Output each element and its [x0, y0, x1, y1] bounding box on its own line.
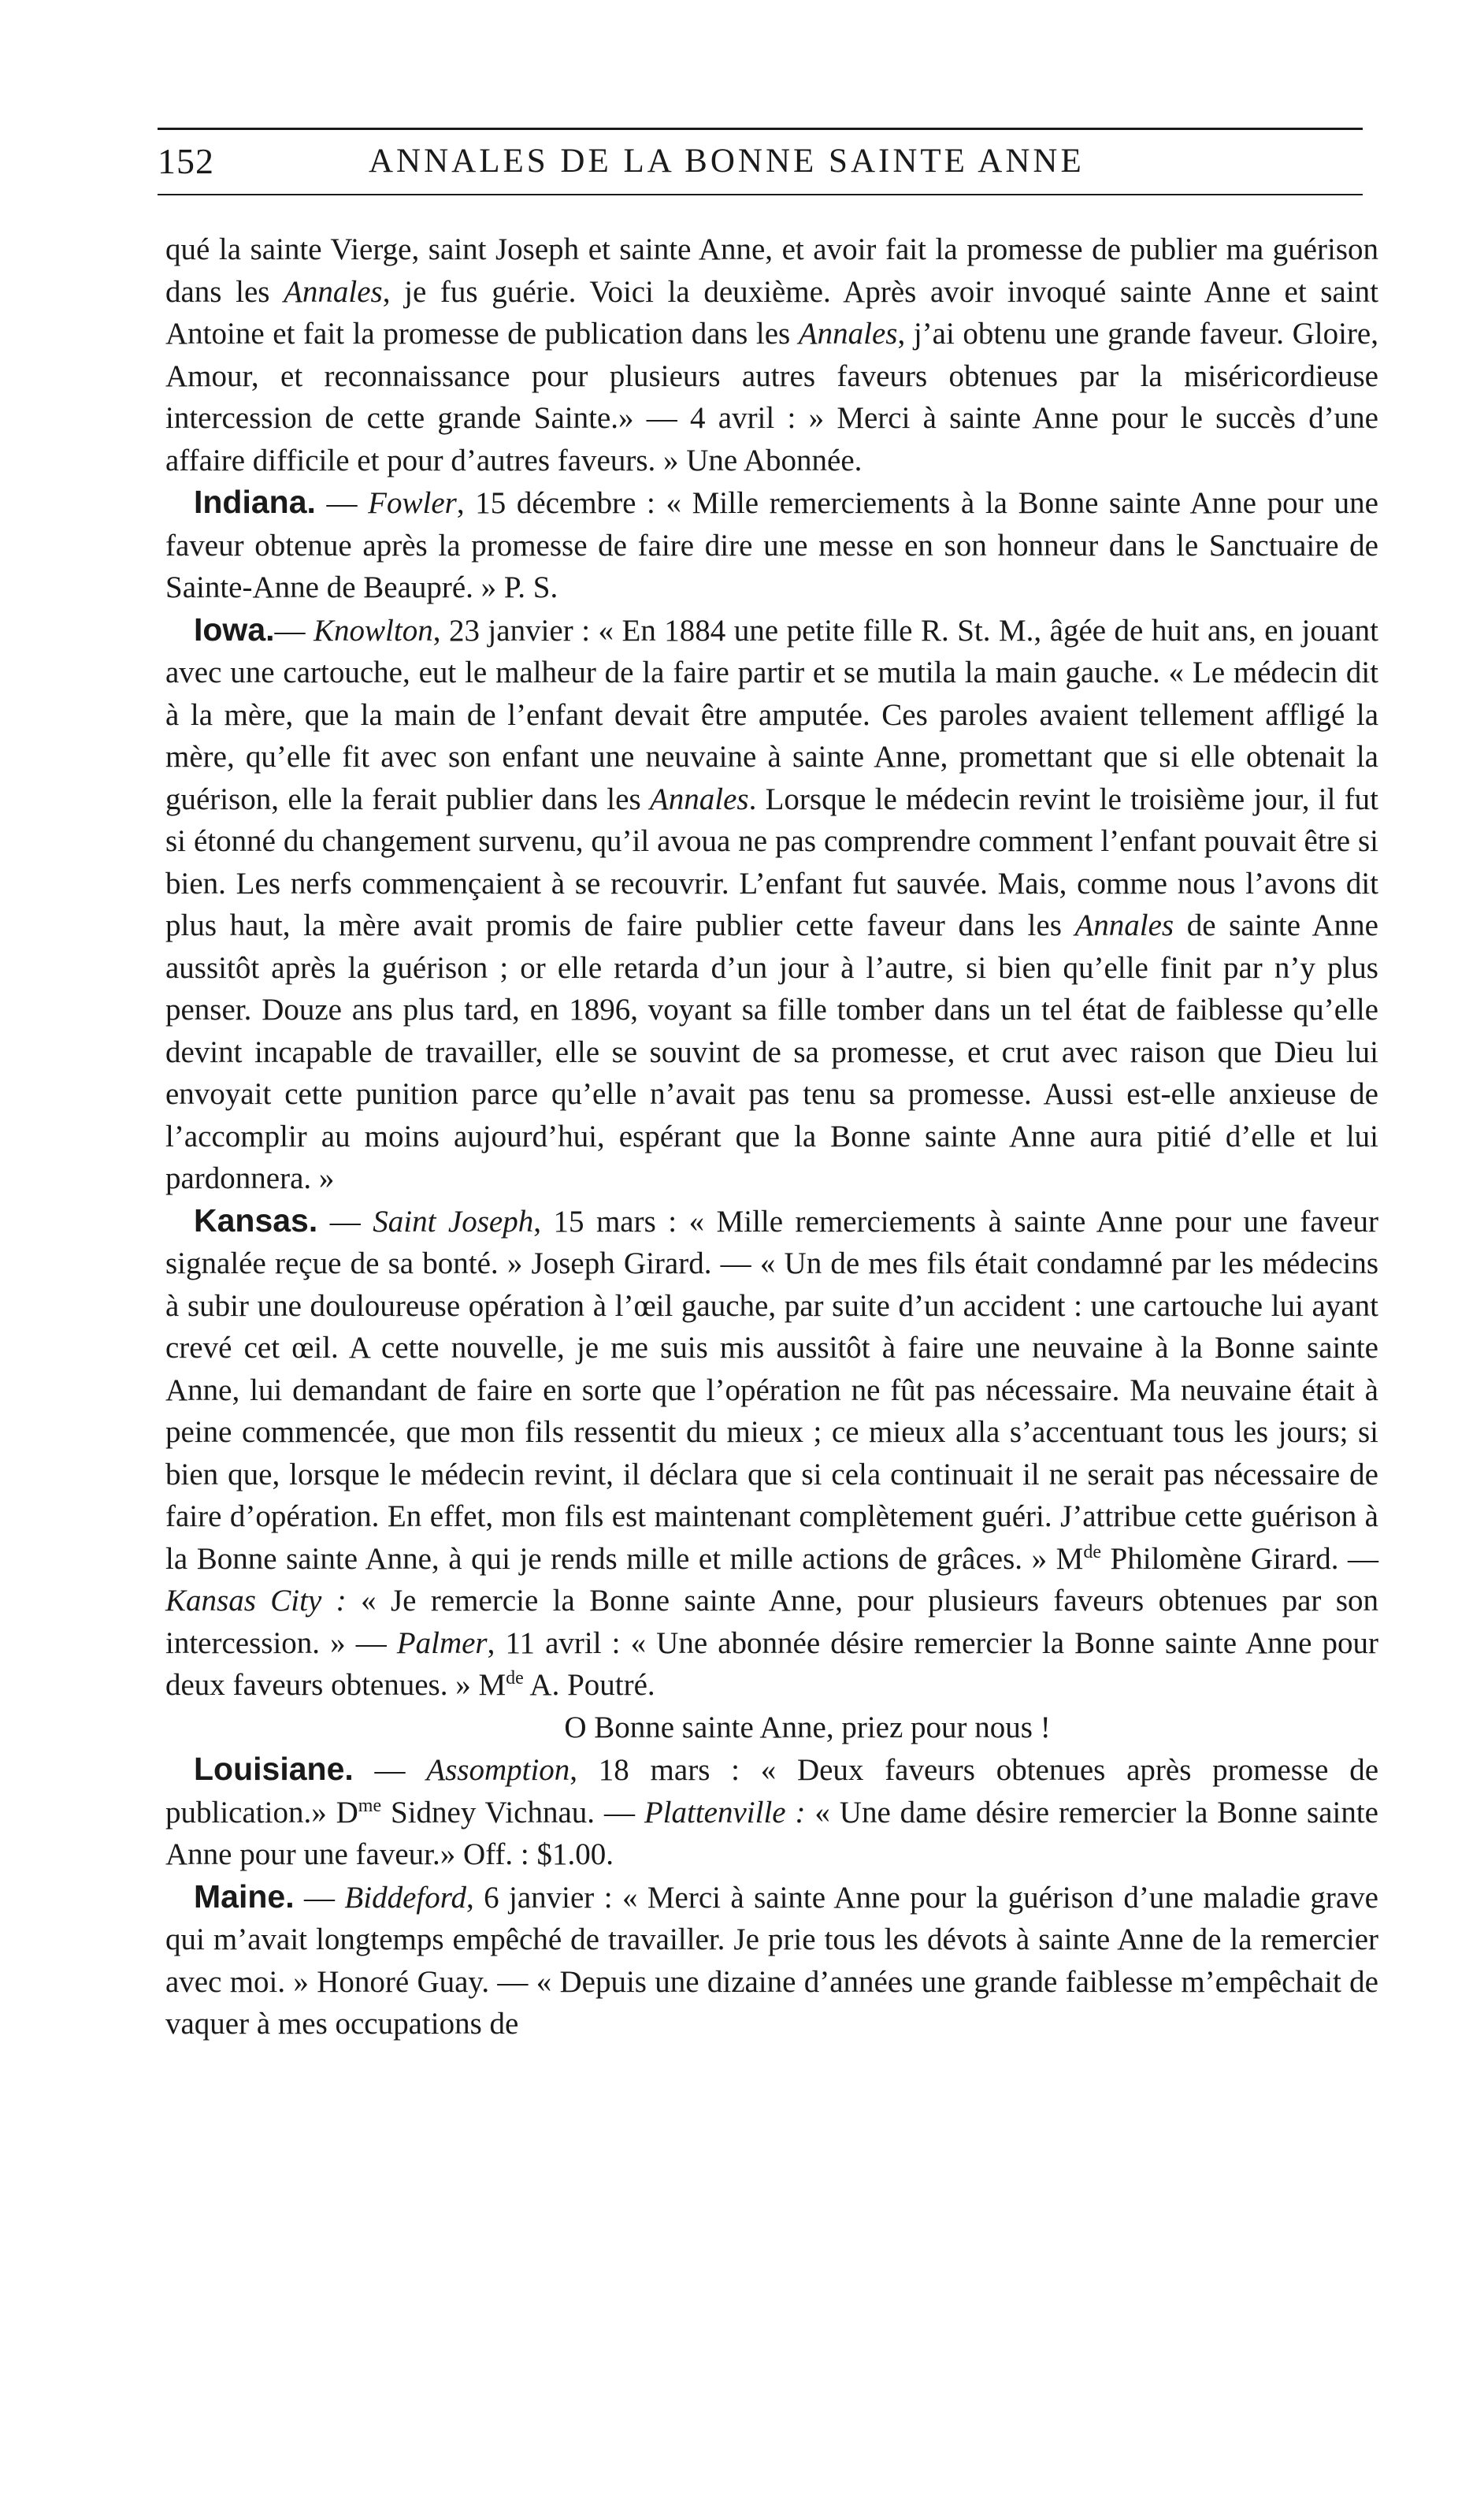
- place-name: Knowlton: [313, 613, 433, 648]
- entry-iowa: Iowa.— Knowlton, 23 janvier : « En 1884 une petite fille R. St. M., âgée de huit ans, en jouant avec une cartouche, eut le malheur de la faire partir et se mutila la main gauche. « Le médecin dit à la mère, que la main de l’enfant devait être amputée. Ces paroles avaient tellement affligé la mère, qu’elle fit avec son enfant une neuvaine à sainte Anne, promettant que si elle obtenait la guérison, elle la ferait publier dans les Annales. Lorsque le médecin revint le troisième jour, il fut si étonné du changement survenu, qu’il avoua ne pas comprendre comment l’enfant pouvait être si bien. Les nerfs commençaient à se recouvrir. L’enfant fut sauvée. Mais, comme nous l’avons dit plus haut, la mère avait promis de faire publier cette faveur dans les Annales de sainte Anne aussitôt après la guérison ; or elle retarda d’un jour à l’autre, si bien qu’elle finit par n’y plus penser. Douze ans plus tard, en 1896, voyant sa fille tomber dans un tel état de faiblesse qu’elle devint incapable de travailler, elle se souvint de sa promesse, et crut avec raison que Dieu lui envoyait cette punition parce qu’elle n’avait pas tenu sa promesse. Aussi est-elle anxieuse de l’accomplir au moins aujourd’hui, espérant que la Bonne sainte Anne aura pitié d’elle et lui pardonnera. »: [165, 611, 1378, 1195]
- text: Sidney Vichnau. —: [381, 1795, 644, 1829]
- entry-indiana: Indiana. — Fowler, 15 décembre : « Mille remerciements à la Bonne sainte Anne pour une faveur obtenue après la promesse de faire dire une messe en son honneur dans le Sanctuaire de Sainte-Anne de Beaupré. » P. S.: [165, 484, 1378, 604]
- header-rule: [158, 194, 1363, 195]
- state-heading: Indiana.: [194, 484, 316, 520]
- intro-paragraph: [165, 228, 1378, 481]
- entry-maine: Maine. — Biddeford, 6 janvier : « Merci à sainte Anne pour la guérison d’une maladie grave qui m’avait longtemps empêché de travailler. Je prie tous les dévots à sainte Anne de la remercier avec moi. » Honoré Guay. — « Depuis une dizaine d’années une grande faiblesse m’empêchait de vaquer à mes occupations de: [165, 1878, 1378, 2041]
- state-heading: Iowa.: [194, 611, 275, 648]
- italic-title: Annales: [798, 317, 898, 351]
- text: , 11 avril : « Une abonnée désire remercier la Bonne sainte Anne pour deux faveurs obtenues. » M: [165, 1625, 1378, 1702]
- superscript: de: [506, 1668, 524, 1688]
- text: , 15 mars : « Mille remerciements à sainte Anne pour une faveur signalée reçue de sa bonté. » Joseph Girard. — « Un de mes fils était condamné par les médecins à subir une douloureuse opération à l’œil gauche, par suite d’un accident : une cartouche lui ayant crevé cet œil. A cette nouvelle, je me suis mis aussitôt à faire une neuvaine à la Bonne sainte Anne, lui demandant de faire en sorte que l’opération ne fût pas nécessaire. Ma neuvaine était à peine commencée, que mon fils ressentit du mieux ; ce mieux alla s’accentuant tous les jours; si bien que, lorsque le médecin revint, il déclara que si cela continuait il ne serait pas nécessaire de faire d’opération. En effet, mon fils est maintenant complètement guéri. J’attribue cette guérison à la Bonne sainte Anne, à qui je rends mille et mille actions de grâces. » M: [165, 1204, 1379, 1576]
- text: « Une dame désire remercier la Bonne sainte Anne pour une faveur.» Off. : $1.00.: [165, 1795, 1378, 1871]
- running-title: ANNALES DE LA BONNE SAINTE ANNE: [369, 143, 1085, 180]
- text: , 15 décembre : « Mille remerciements à la Bonne sainte Anne pour une faveur obtenue après la promesse de faire dire une messe en son honneur dans le Sanctuaire de Sainte-Anne de Beaupré. » P. S.: [165, 486, 1378, 604]
- text: qué la sainte Vierge, saint Joseph et sainte Anne, et avoir fait la promesse de publier ma guérison dans les: [165, 232, 1378, 309]
- text: , 6 janvier : « Merci à sainte Anne pour la guérison d’une maladie grave qui m’avait longtemps empêché de travailler. Je prie tous les dévots à sainte Anne de la remercier avec moi. » Honoré Guay. — « Depuis une dizaine d’années une grande faiblesse m’empêchait de vaquer à mes occupations de: [165, 1880, 1378, 2041]
- state-heading: Kansas.: [194, 1202, 318, 1239]
- text: « Je remercie la Bonne sainte Anne, pour plusieurs faveurs obtenues par son intercession. » —: [165, 1584, 1378, 1660]
- place-name: Saint Joseph: [373, 1204, 534, 1239]
- entry-louisiane: Louisiane. — Assomption, 18 mars : « Deux faveurs obtenues après promesse de publication.» $D^{me}$ Sidney Vichnau. — Plattenville : « Une dame désire remercier la Bonne sainte Anne pour une faveur.» Off. : $1.00.: [165, 1751, 1379, 1871]
- page-number: 152: [158, 141, 214, 181]
- text: de sainte Anne aussitôt après la guérison ; or elle retarda d’un jour à l’autre, si bien qu’elle finit par n’y plus penser. Douze ans plus tard, en 1896, voyant sa fille tomber dans un tel état de faiblesse qu’elle devint incapable de travailler, elle se souvint de sa promesse, et crut avec raison que Dieu lui envoyait cette punition parce qu’elle n’avait pas tenu sa promesse. Aussi est-elle anxieuse de l’accomplir au moins aujourd’hui, espérant que la Bonne sainte Anne aura pitié d’elle et lui pardonnera. »: [165, 908, 1378, 1195]
- entry-kansas: Kansas. — Saint Joseph, 15 mars : « Mille remerciements à sainte Anne pour une faveur signalée reçue de sa bonté. » Joseph Girard. — « Un de mes fils était condamné par les médecins à subir une douloureuse opération à l’œil gauche, par suite d’un accident : une cartouche lui ayant crevé cet œil. A cette nouvelle, je me suis mis aussitôt à faire une neuvaine à la Bonne sainte Anne, lui demandant de faire en sorte que l’opération ne fût pas nécessaire. Ma neuvaine était à peine commencée, que mon fils ressentit du mieux ; ce mieux alla s’accentuant tous les jours; si bien que, lorsque le médecin revint, il déclara que si cela continuait il ne serait pas nécessaire de faire d’opération. En effet, mon fils est maintenant complètement guéri. J’attribue cette guérison à la Bonne sainte Anne, à qui je rends mille et mille actions de grâces. » Mde Philomène Girard. — Kansas City : « Je remercie la Bonne sainte Anne, pour plusieurs faveurs obtenues par son intercession. » — Palmer, 11 avril : « Une abonnée désire remercier la Bonne sainte Anne pour deux faveurs obtenues. » Mde A. Poutré.: [165, 1202, 1379, 1702]
- place-name: Biddeford: [344, 1880, 466, 1915]
- superscript: me: [358, 1795, 382, 1816]
- state-heading: Louisiane.: [194, 1751, 354, 1787]
- text: , je fus guérie. Voici la deuxième. Après avoir invoqué sainte Anne et saint Antoine et fait la promesse de publication dans les: [165, 274, 1378, 351]
- italic-title: Annales: [1074, 908, 1174, 942]
- state-heading: Maine.: [194, 1878, 295, 1915]
- article-body: [165, 228, 1378, 2045]
- text: , 23 janvier : « En 1884 une petite fille R. St. M., âgée de huit ans, en jouant avec une cartouche, eut le malheur de la faire partir et se mutila la main gauche. « Le médecin dit à la mère, que la main de l’enfant devait être amputée. Ces paroles avaient tellement affligé la mère, qu’elle fit avec son enfant une neuvaine à sainte Anne, promettant que si elle obtenait la guérison, elle la ferait publier dans les: [165, 613, 1378, 816]
- page-header: [158, 140, 1363, 195]
- text: Philomène Girard. —: [1100, 1541, 1378, 1576]
- place-name: Palmer: [396, 1625, 488, 1660]
- text: A. Poutré.: [523, 1668, 655, 1702]
- superscript: de: [1083, 1541, 1101, 1562]
- place-name: Kansas City :: [165, 1584, 347, 1618]
- place-name: Fowler: [368, 486, 457, 520]
- text: . Lorsque le médecin revint le troisième jour, il fut si étonné du changement survenu, qu’il avoua ne pas comprendre comment l’enfant pouvait être si bien. Les nerfs commençaient à se recouvrir. L’enfant fut sauvée. Mais, comme nous l’avons dit plus haut, la mère avait promis de faire publier cette faveur dans les: [165, 782, 1378, 942]
- italic-title: Annales: [649, 782, 749, 816]
- place-name: Plattenville :: [644, 1795, 806, 1829]
- italic-title: Annales: [284, 274, 383, 309]
- text: , 18 mars : « Deux faveurs obtenues après promesse de publication.» D: [165, 1753, 1379, 1829]
- prayer-line: O Bonne sainte Anne, priez pour nous !: [564, 1710, 1051, 1744]
- text: , j’ai obtenu une grande faveur. Gloire, Amour, et reconnaissance pour plusieurs autres faveurs obtenues par la miséricordieuse intercession de cette grande Sainte.» — 4 avril : » Merci à sainte Anne pour le succès d’une affaire difficile et pour d’autres faveurs. » Une Abonnée.: [165, 317, 1378, 477]
- top-rule: [158, 128, 1363, 130]
- place-name: Assomption: [426, 1753, 570, 1787]
